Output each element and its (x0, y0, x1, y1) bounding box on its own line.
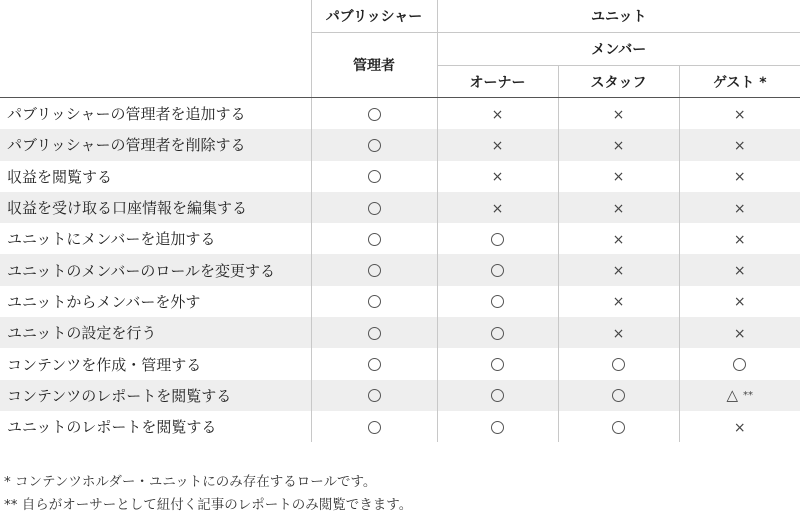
cell-manager (311, 98, 437, 130)
cell-staff (558, 254, 679, 285)
cell-staff (558, 411, 679, 442)
header-publisher: パブリッシャー (311, 0, 437, 33)
cell-owner (437, 286, 558, 317)
denied-cross-icon: × (491, 200, 504, 217)
cell-owner (437, 380, 558, 411)
allowed-circle-icon (491, 264, 504, 277)
cell-owner (437, 254, 558, 285)
denied-cross-icon: × (733, 200, 746, 217)
cell-staff (558, 348, 679, 379)
cell-guest (679, 411, 800, 442)
denied-cross-icon: × (733, 419, 746, 436)
header-member: メンバー (437, 33, 800, 66)
allowed-circle-icon (368, 170, 381, 183)
table-row (0, 380, 800, 411)
cell-guest (679, 286, 800, 317)
allowed-circle-icon (368, 202, 381, 215)
denied-cross-icon: × (612, 200, 625, 217)
allowed-circle-icon (733, 358, 746, 371)
table-row (0, 192, 800, 223)
denied-cross-icon: × (612, 325, 625, 342)
denied-cross-icon: × (733, 294, 746, 311)
denied-cross-icon: × (733, 106, 746, 123)
footnote-report: ** 自らがオーサーとして紐付く記事のレポートのみ閲覧できます。 (4, 497, 413, 513)
allowed-circle-icon (368, 108, 381, 121)
footnotes (4, 471, 412, 517)
cell-staff (558, 317, 679, 348)
denied-cross-icon: × (491, 169, 504, 186)
cell-manager (311, 161, 437, 192)
denied-cross-icon: × (612, 263, 625, 280)
row-label: ユニットのレポートを閲覧する (7, 418, 217, 437)
table-row (0, 254, 800, 285)
cell-guest (679, 192, 800, 223)
cell-manager (311, 380, 437, 411)
row-label: ユニットの設定を行う (0, 317, 311, 348)
footnote-ref: ** (743, 390, 754, 402)
allowed-circle-icon (368, 139, 381, 152)
denied-cross-icon: × (733, 231, 746, 248)
cell-guest (679, 223, 800, 254)
allowed-circle-icon (491, 358, 504, 371)
table-row (0, 348, 800, 379)
cell-guest (679, 380, 800, 411)
table-row (0, 317, 800, 348)
allowed-circle-icon (491, 295, 504, 308)
denied-cross-icon: × (612, 169, 625, 186)
allowed-circle-icon (491, 327, 504, 340)
header-manager: 管理者 (311, 33, 437, 98)
cell-owner (437, 192, 558, 223)
row-label: コンテンツのレポートを閲覧する (0, 380, 311, 411)
denied-cross-icon: × (612, 137, 625, 154)
allowed-circle-icon (368, 421, 381, 434)
cell-staff (558, 98, 679, 130)
row-label: ユニットにメンバーを追加する (7, 230, 216, 249)
cell-manager (311, 254, 437, 285)
table-row (0, 161, 800, 192)
allowed-circle-icon (491, 389, 504, 402)
cell-manager (311, 223, 437, 254)
denied-cross-icon: × (733, 263, 746, 280)
cell-guest (679, 348, 800, 379)
denied-cross-icon: × (612, 294, 625, 311)
partial-triangle-icon: △ (726, 386, 739, 405)
table-row (0, 98, 800, 130)
denied-cross-icon: × (733, 137, 746, 154)
cell-manager (311, 192, 437, 223)
allowed-circle-icon (368, 264, 381, 277)
header-guest: ゲスト * (679, 66, 800, 98)
header-unit: ユニット (437, 0, 800, 33)
cell-manager (311, 286, 437, 317)
row-label: コンテンツを作成・管理する (7, 355, 202, 374)
cell-staff (558, 161, 679, 192)
cell-staff (558, 380, 679, 411)
cell-guest (679, 254, 800, 285)
table-row (0, 286, 800, 317)
cell-guest (679, 161, 800, 192)
cell-owner (437, 317, 558, 348)
table-row (0, 223, 800, 254)
row-label: ユニットからメンバーを外す (7, 292, 201, 311)
cell-manager (311, 411, 437, 442)
header-owner: オーナー (437, 66, 558, 98)
allowed-circle-icon (368, 389, 381, 402)
cell-owner (437, 223, 558, 254)
allowed-circle-icon (491, 233, 504, 246)
cell-staff (558, 286, 679, 317)
row-label: パブリッシャーの管理者を削除する (0, 129, 311, 160)
denied-cross-icon: × (612, 106, 625, 123)
allowed-circle-icon (612, 358, 625, 371)
allowed-circle-icon (368, 233, 381, 246)
header-staff: スタッフ (558, 66, 679, 98)
cell-staff (558, 223, 679, 254)
cell-guest (679, 98, 800, 130)
denied-cross-icon: × (491, 106, 504, 123)
allowed-circle-icon (612, 389, 625, 402)
row-label: 収益を受け取る口座情報を編集する (0, 192, 311, 223)
denied-cross-icon: × (733, 325, 746, 342)
allowed-circle-icon (368, 295, 381, 308)
row-label: パブリッシャーの管理者を追加する (7, 105, 246, 124)
row-label: 収益を閲覧する (7, 167, 113, 186)
denied-cross-icon: × (612, 231, 625, 248)
allowed-circle-icon (612, 421, 625, 434)
table-row (0, 129, 800, 160)
cell-manager (311, 317, 437, 348)
corner-cell (0, 0, 311, 98)
cell-owner (437, 348, 558, 379)
allowed-circle-icon (491, 421, 504, 434)
cell-guest (679, 129, 800, 160)
cell-owner (437, 411, 558, 442)
allowed-circle-icon (368, 327, 381, 340)
cell-owner (437, 129, 558, 160)
footnote-guest: * コンテンツホルダー・ユニットにのみ存在するロールです。 (4, 474, 377, 490)
cell-owner (437, 161, 558, 192)
cell-guest (679, 317, 800, 348)
denied-cross-icon: × (491, 137, 504, 154)
cell-manager (311, 348, 437, 379)
cell-staff (558, 192, 679, 223)
cell-manager (311, 129, 437, 160)
table-body (0, 98, 800, 443)
denied-cross-icon: × (733, 169, 746, 186)
cell-staff (558, 129, 679, 160)
cell-owner (437, 98, 558, 130)
row-label: ユニットのメンバーのロールを変更する (0, 254, 311, 285)
allowed-circle-icon (368, 358, 381, 371)
table-row (0, 411, 800, 442)
